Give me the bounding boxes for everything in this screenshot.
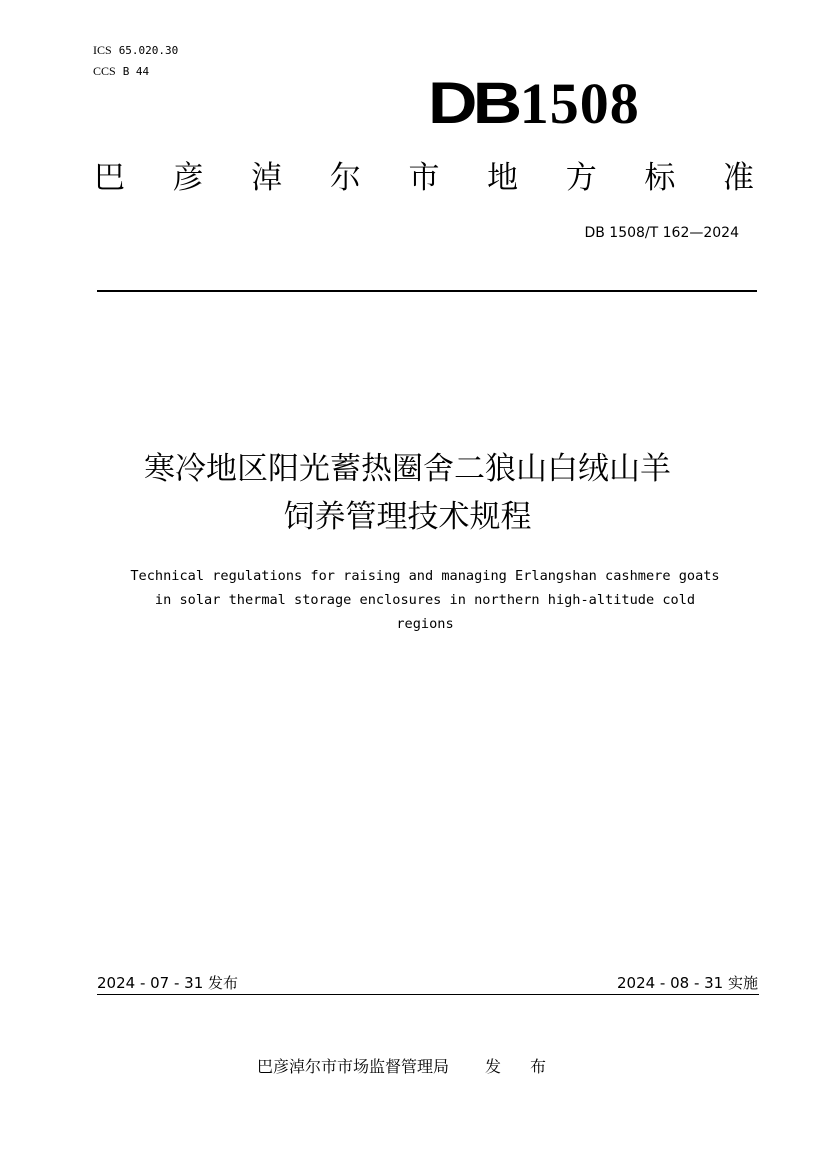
authority-char: 尔: [329, 160, 361, 196]
classification-codes: [93, 40, 178, 82]
implementation-date: 2024 - 08 - 31 实施: [616, 974, 758, 992]
authority-char: 标: [644, 160, 676, 196]
ics-value: 65.020.30: [118, 44, 179, 57]
ics-label: ICS: [93, 43, 112, 57]
issuing-authority-heading: [94, 158, 754, 198]
ics-line: [93, 40, 178, 61]
standard-number: DB 1508/T 162—2024: [584, 225, 739, 241]
ccs-label: CCS: [93, 64, 116, 78]
issuer-line: [0, 1054, 815, 1077]
ccs-value: B 44: [122, 65, 150, 78]
chinese-title-line-1: 寒冷地区阳光蓄热圈舍二狼山白绒山羊: [144, 451, 671, 487]
issuer-action: 发 布: [484, 1057, 559, 1076]
authority-char: 彦: [172, 160, 204, 196]
english-title-line-2: in solar thermal storage enclosures in northern high-altitude cold: [154, 592, 696, 608]
authority-char: 巴: [94, 160, 125, 196]
authority-char: 准: [723, 160, 754, 196]
chinese-title: [0, 445, 815, 541]
db-logo-number: 1508: [519, 71, 640, 136]
english-title-line-1: Technical regulations for raising and managing Erlangshan cashmere goats: [130, 568, 720, 584]
bottom-divider: [97, 994, 759, 995]
db-logo: [428, 72, 640, 136]
chinese-title-line-2: 饲养管理技术规程: [283, 499, 532, 535]
issuer-name: 巴彦淖尔市市场监督管理局: [256, 1057, 449, 1076]
authority-char: 方: [565, 160, 597, 196]
issue-date: 2024 - 07 - 31 发布: [97, 974, 239, 992]
db-logo-prefix: DB: [428, 71, 518, 136]
ccs-line: [93, 61, 178, 82]
authority-char: 地: [487, 160, 519, 196]
authority-char: 市: [408, 160, 440, 196]
english-title-line-3: regions: [396, 616, 454, 632]
top-divider: [97, 290, 757, 292]
english-title: [90, 564, 760, 636]
authority-char: 淖: [251, 160, 283, 196]
